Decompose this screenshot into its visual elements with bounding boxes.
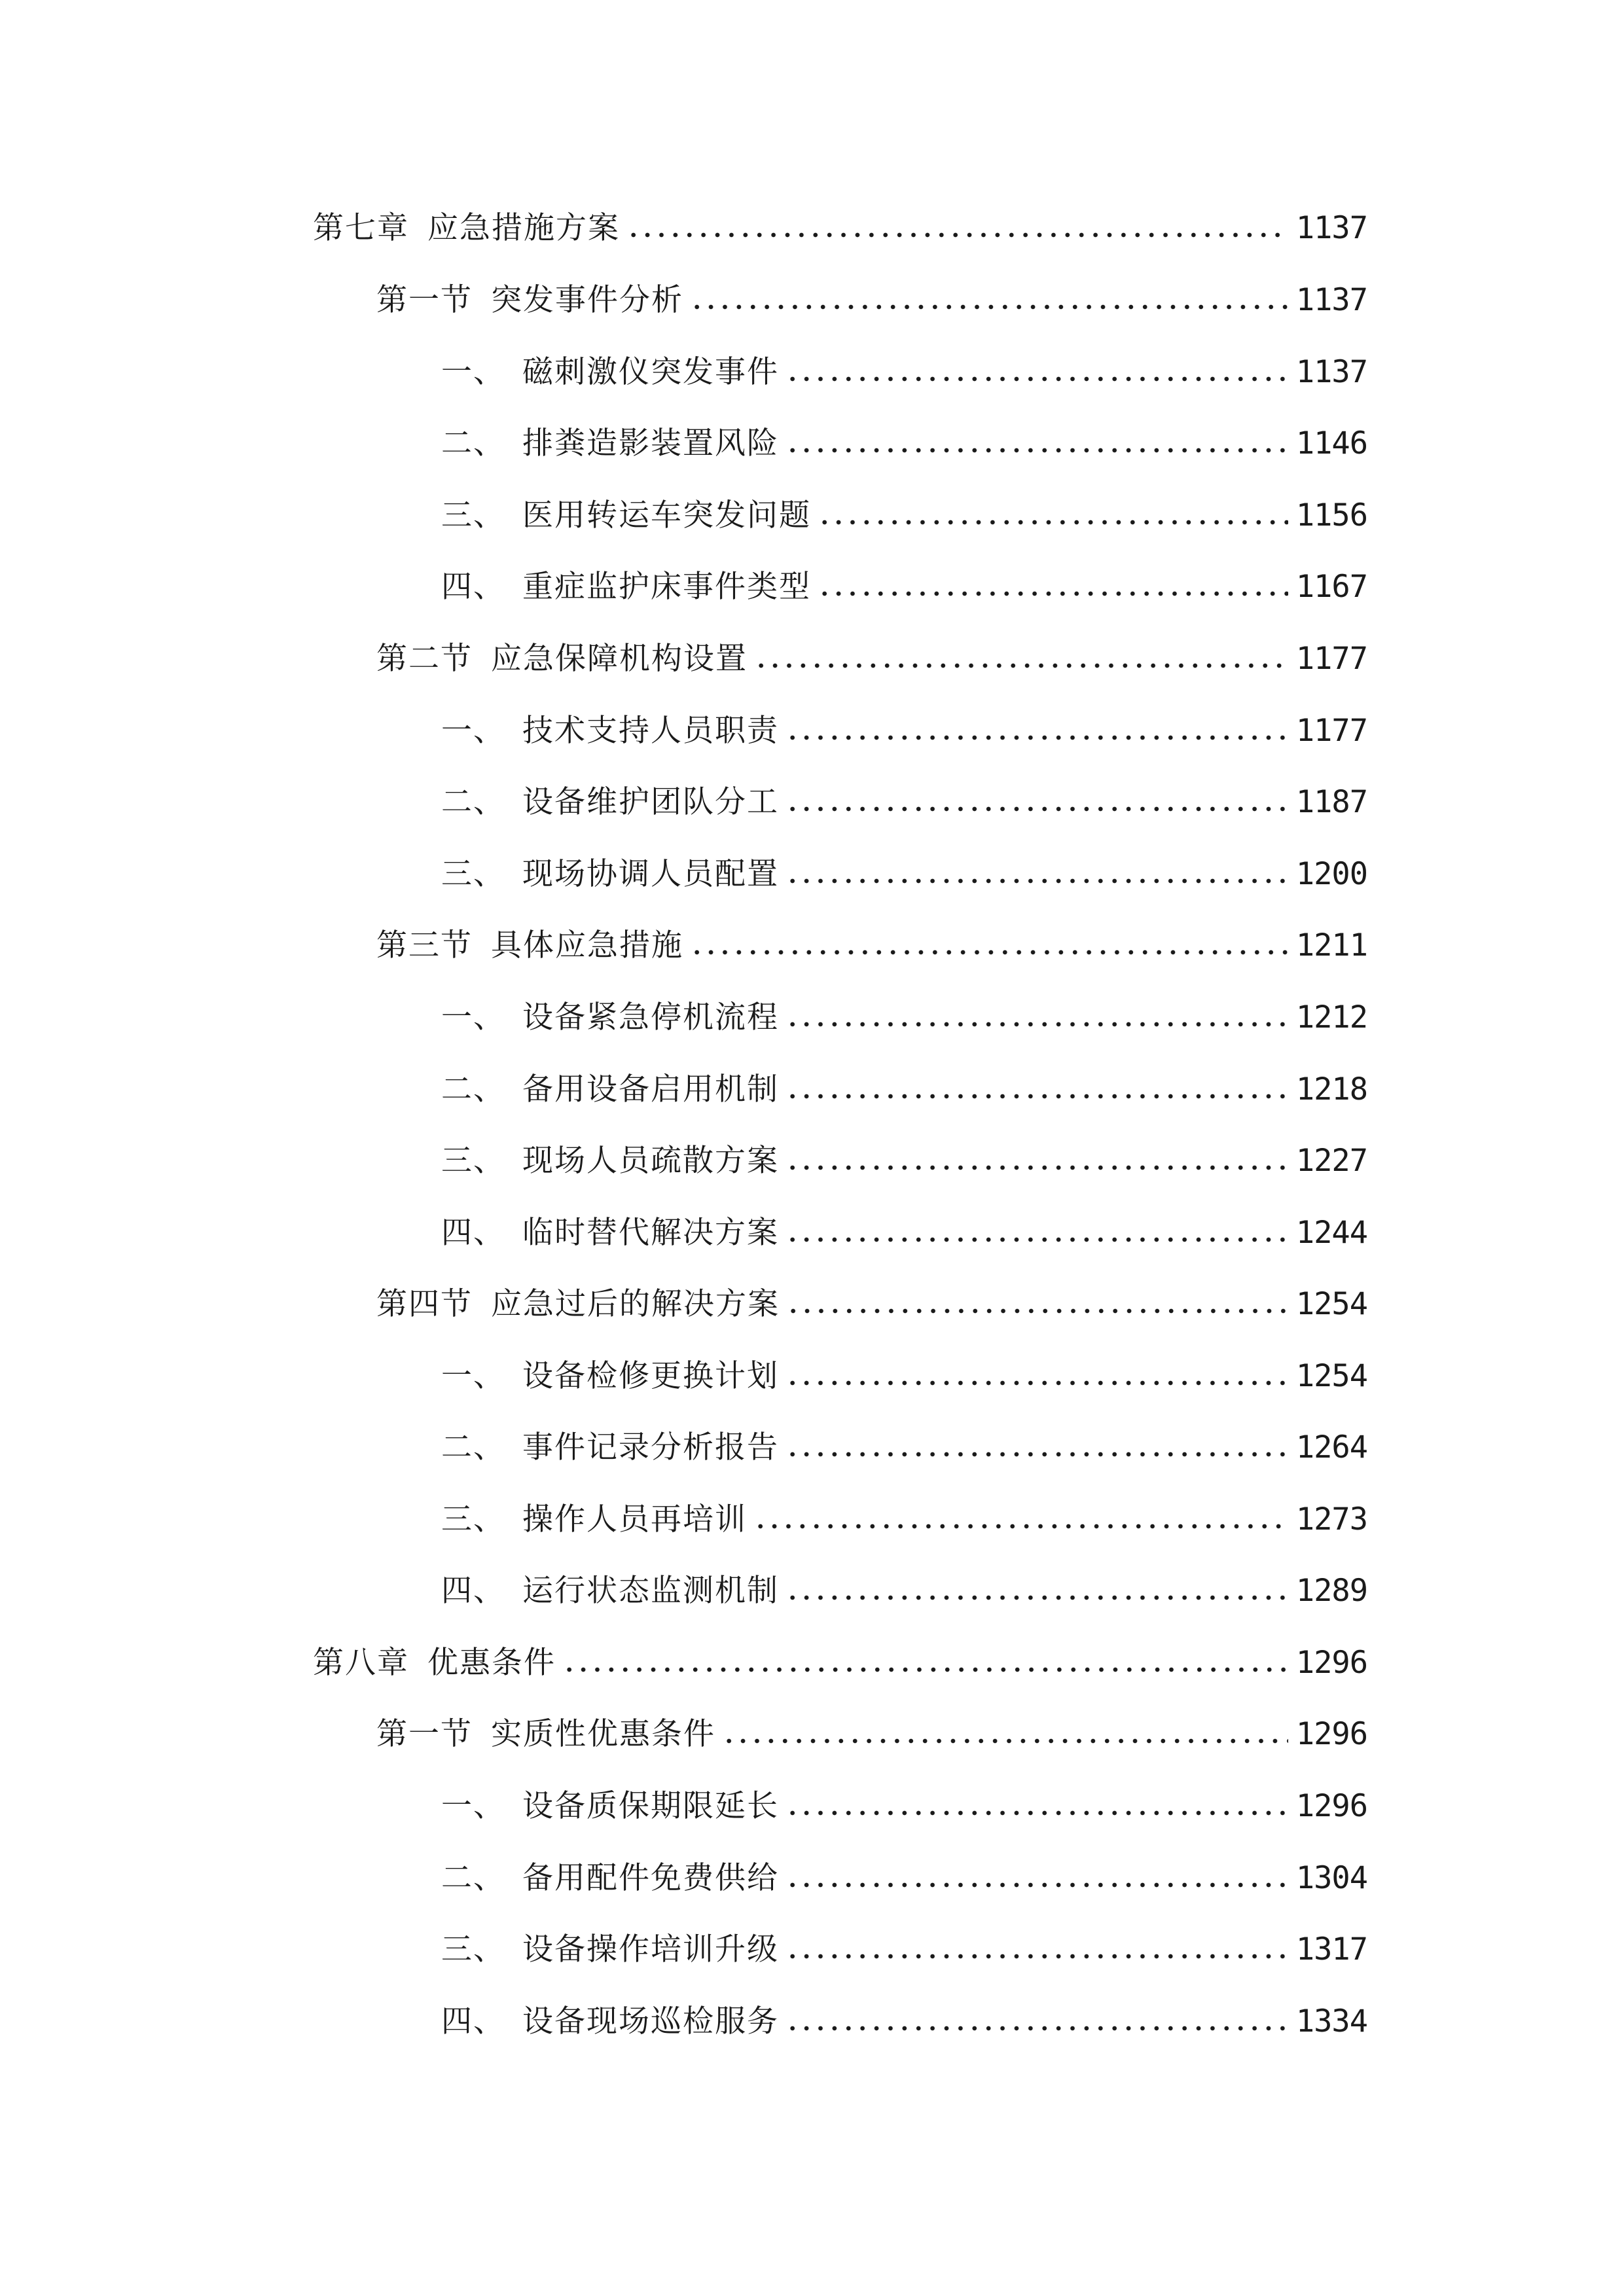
- toc-entry-marker: 第四节: [376, 1286, 473, 1322]
- toc-entry-title: 临时替代解决方案: [522, 1215, 779, 1251]
- toc-entry-marker: 第七章: [313, 210, 409, 246]
- toc-entry-title: 运行状态监测机制: [522, 1573, 779, 1609]
- toc-entry-page-number: 1137: [1295, 354, 1367, 390]
- toc-entry-marker: 二、: [441, 1071, 505, 1107]
- dot-leader: [785, 1380, 1288, 1386]
- toc-entry-label: [441, 1071, 779, 1107]
- toc-entry-subsection[interactable]: [441, 550, 1367, 605]
- toc-entry-label: [441, 713, 779, 749]
- dot-leader: [785, 2025, 1288, 2032]
- toc-entry-page-number: 1254: [1295, 1286, 1367, 1322]
- toc-entry-page-number: 1334: [1295, 2003, 1367, 2039]
- toc-entry-title: 设备紧急停机流程: [522, 999, 779, 1035]
- toc-entry-title: 设备维护团队分工: [522, 784, 779, 820]
- toc-entry-page-number: 1156: [1295, 497, 1367, 533]
- toc-entry-subsection[interactable]: [441, 1912, 1367, 1965]
- toc-entry-title: 突发事件分析: [491, 282, 683, 318]
- toc-entry-page-number: 1296: [1295, 1788, 1367, 1824]
- toc-entry-page-number: 1227: [1295, 1143, 1367, 1179]
- dot-leader: [818, 519, 1288, 526]
- toc-entry-label: [376, 1716, 715, 1752]
- toc-entry-marker: 三、: [441, 856, 505, 892]
- toc-entry-section[interactable]: [376, 622, 1367, 677]
- toc-entry-subsection[interactable]: [441, 478, 1367, 531]
- toc-entry-title: 重症监护床事件类型: [522, 569, 811, 605]
- toc-entry-label: [441, 1931, 779, 1967]
- dot-leader: [785, 1594, 1288, 1601]
- dot-leader: [785, 1236, 1288, 1243]
- toc-entry-marker: 一、: [441, 713, 505, 749]
- toc-entry-subsection[interactable]: [441, 1984, 1367, 2037]
- dot-leader: [785, 447, 1288, 454]
- toc-entry-page-number: 1254: [1295, 1358, 1367, 1394]
- toc-entry-subsection[interactable]: [441, 1482, 1367, 1535]
- toc-entry-label: [376, 282, 683, 318]
- toc-entry-subsection[interactable]: [441, 694, 1367, 749]
- toc-entry-marker: 一、: [441, 354, 505, 390]
- dot-leader: [785, 806, 1288, 812]
- toc-entry-title: 具体应急措施: [491, 927, 683, 963]
- dot-leader: [785, 1953, 1288, 1960]
- toc-entry-marker: 一、: [441, 1358, 505, 1394]
- toc-entry-title: 现场人员疏散方案: [522, 1143, 779, 1179]
- toc-entry-label: [441, 1860, 779, 1896]
- toc-entry-label: [313, 1645, 556, 1681]
- toc-entry-marker: 三、: [441, 1931, 505, 1967]
- toc-entry-subsection[interactable]: [441, 1841, 1367, 1896]
- toc-entry-subsection[interactable]: [441, 837, 1367, 892]
- dot-leader: [626, 232, 1288, 238]
- toc-entry-page-number: 1137: [1295, 210, 1367, 246]
- toc-entry-title: 磁刺激仪突发事件: [522, 354, 779, 390]
- toc-entry-subsection[interactable]: [441, 1410, 1367, 1463]
- toc-entry-page-number: 1296: [1295, 1716, 1367, 1752]
- toc-entry-marker: 三、: [441, 497, 505, 533]
- toc-entry-label: [441, 497, 811, 533]
- toc-entry-label: [441, 1788, 779, 1824]
- dot-leader: [785, 1021, 1288, 1028]
- dot-leader: [818, 590, 1288, 597]
- dot-leader: [562, 1666, 1288, 1673]
- toc-entry-chapter[interactable]: [313, 191, 1367, 246]
- toc-entry-marker: 二、: [441, 784, 505, 820]
- dot-leader: [785, 1882, 1288, 1888]
- toc-entry-marker: 第一节: [376, 1716, 473, 1752]
- toc-entry-subsection[interactable]: [441, 1124, 1367, 1179]
- toc-entry-page-number: 1212: [1295, 999, 1367, 1035]
- toc-entry-section[interactable]: [376, 263, 1367, 318]
- toc-entry-label: [441, 1501, 747, 1537]
- toc-entry-marker: 二、: [441, 1429, 505, 1465]
- toc-entry-chapter[interactable]: [313, 1626, 1367, 1681]
- toc-entry-title: 备用设备启用机制: [522, 1071, 779, 1107]
- dot-leader: [785, 1093, 1288, 1100]
- toc-entry-page-number: 1317: [1295, 1931, 1367, 1967]
- toc-entry-title: 设备现场巡检服务: [522, 2003, 779, 2039]
- toc-entry-page-number: 1304: [1295, 1860, 1367, 1896]
- toc-entry-page-number: 1200: [1295, 856, 1367, 892]
- dot-leader: [786, 1308, 1288, 1314]
- toc-entry-label: [313, 210, 620, 246]
- toc-entry-label: [441, 354, 779, 390]
- toc-entry-marker: 二、: [441, 1860, 505, 1896]
- toc-entry-label: [376, 641, 748, 677]
- toc-entry-marker: 一、: [441, 999, 505, 1035]
- toc-entry-subsection[interactable]: [441, 1052, 1367, 1105]
- toc-entry-title: 实质性优惠条件: [491, 1716, 715, 1752]
- toc-entry-label: [441, 1143, 779, 1179]
- toc-entry-label: [376, 927, 683, 963]
- toc-entry-label: [441, 999, 779, 1035]
- toc-entry-title: 设备检修更换计划: [522, 1358, 779, 1394]
- toc-entry-title: 应急措施方案: [427, 210, 620, 246]
- toc-entry-label: [441, 2003, 779, 2039]
- dot-leader: [785, 734, 1288, 741]
- toc-entry-title: 现场协调人员配置: [522, 856, 779, 892]
- toc-entry-marker: 第一节: [376, 282, 473, 318]
- toc-entry-subsection[interactable]: [441, 1769, 1367, 1824]
- toc-entry-page-number: 1296: [1295, 1645, 1367, 1681]
- toc-entry-marker: 三、: [441, 1143, 505, 1179]
- toc-entry-marker: 四、: [441, 2003, 505, 2039]
- toc-entry-subsection[interactable]: [441, 1554, 1367, 1609]
- toc-entry-marker: 四、: [441, 569, 505, 605]
- toc-entry-marker: 二、: [441, 425, 505, 461]
- toc-entry-title: 优惠条件: [427, 1645, 556, 1681]
- dot-leader: [690, 949, 1288, 956]
- dot-leader: [722, 1738, 1288, 1744]
- toc-entry-marker: 三、: [441, 1501, 505, 1537]
- toc-entry-marker: 第八章: [313, 1645, 409, 1681]
- toc-entry-label: [441, 425, 779, 461]
- toc-entry-page-number: 1264: [1295, 1429, 1367, 1465]
- toc-entry-page-number: 1167: [1295, 569, 1367, 605]
- toc-entry-label: [441, 1358, 779, 1394]
- toc-entry-subsection[interactable]: [441, 1339, 1367, 1394]
- dot-leader: [690, 304, 1288, 310]
- toc-entry-label: [441, 1215, 779, 1251]
- toc-entry-title: 设备质保期限延长: [522, 1788, 779, 1824]
- toc-entry-marker: 一、: [441, 1788, 505, 1824]
- dot-leader: [785, 1164, 1288, 1171]
- toc-entry-label: [441, 784, 779, 820]
- toc-entry-subsection[interactable]: [441, 1196, 1367, 1251]
- toc-entry-subsection[interactable]: [441, 406, 1367, 459]
- dot-leader: [785, 1810, 1288, 1816]
- toc-entry-title: 操作人员再培训: [522, 1501, 747, 1537]
- toc-entry-title: 设备操作培训升级: [522, 1931, 779, 1967]
- toc-entry-label: [376, 1286, 780, 1322]
- toc-entry-label: [441, 856, 779, 892]
- toc-entry-subsection[interactable]: [441, 335, 1367, 390]
- toc-entry-marker: 第二节: [376, 641, 473, 677]
- toc-entry-page-number: 1273: [1295, 1501, 1367, 1537]
- dot-leader: [785, 376, 1288, 382]
- toc-entry-page-number: 1244: [1295, 1215, 1367, 1251]
- toc-entry-marker: 四、: [441, 1573, 505, 1609]
- toc-entry-page-number: 1289: [1295, 1573, 1367, 1609]
- dot-leader: [785, 878, 1288, 884]
- toc-entry-subsection[interactable]: [441, 765, 1367, 820]
- toc-entry-label: [441, 1429, 779, 1465]
- toc-entry-page-number: 1187: [1295, 784, 1367, 820]
- toc-entry-title: 技术支持人员职责: [522, 713, 779, 749]
- toc-entry-section[interactable]: [376, 908, 1367, 961]
- toc-entry-page-number: 1146: [1295, 425, 1367, 461]
- toc-entry-title: 应急保障机构设置: [491, 641, 748, 677]
- dot-leader: [785, 1451, 1288, 1458]
- toc-entry-page-number: 1211: [1295, 927, 1367, 963]
- toc-entry-page-number: 1137: [1295, 282, 1367, 318]
- dot-leader: [754, 662, 1288, 669]
- toc-entry-marker: 四、: [441, 1215, 505, 1251]
- toc-entry-section[interactable]: [376, 1267, 1367, 1322]
- toc-entry-page-number: 1177: [1295, 641, 1367, 677]
- toc-entry-page-number: 1218: [1295, 1071, 1367, 1107]
- toc-entry-title: 应急过后的解决方案: [491, 1286, 780, 1322]
- toc-entry-section[interactable]: [376, 1697, 1367, 1752]
- toc-entry-label: [441, 1573, 779, 1609]
- toc-entry-marker: 第三节: [376, 927, 473, 963]
- toc-entry-title: 医用转运车突发问题: [522, 497, 811, 533]
- toc-entry-page-number: 1177: [1295, 713, 1367, 749]
- toc-entry-title: 排粪造影装置风险: [522, 425, 779, 461]
- toc-entry-title: 事件记录分析报告: [522, 1429, 779, 1465]
- dot-leader: [753, 1523, 1288, 1530]
- toc-entry-title: 备用配件免费供给: [522, 1860, 779, 1896]
- toc-entry-label: [441, 569, 811, 605]
- toc-entry-subsection[interactable]: [441, 980, 1367, 1033]
